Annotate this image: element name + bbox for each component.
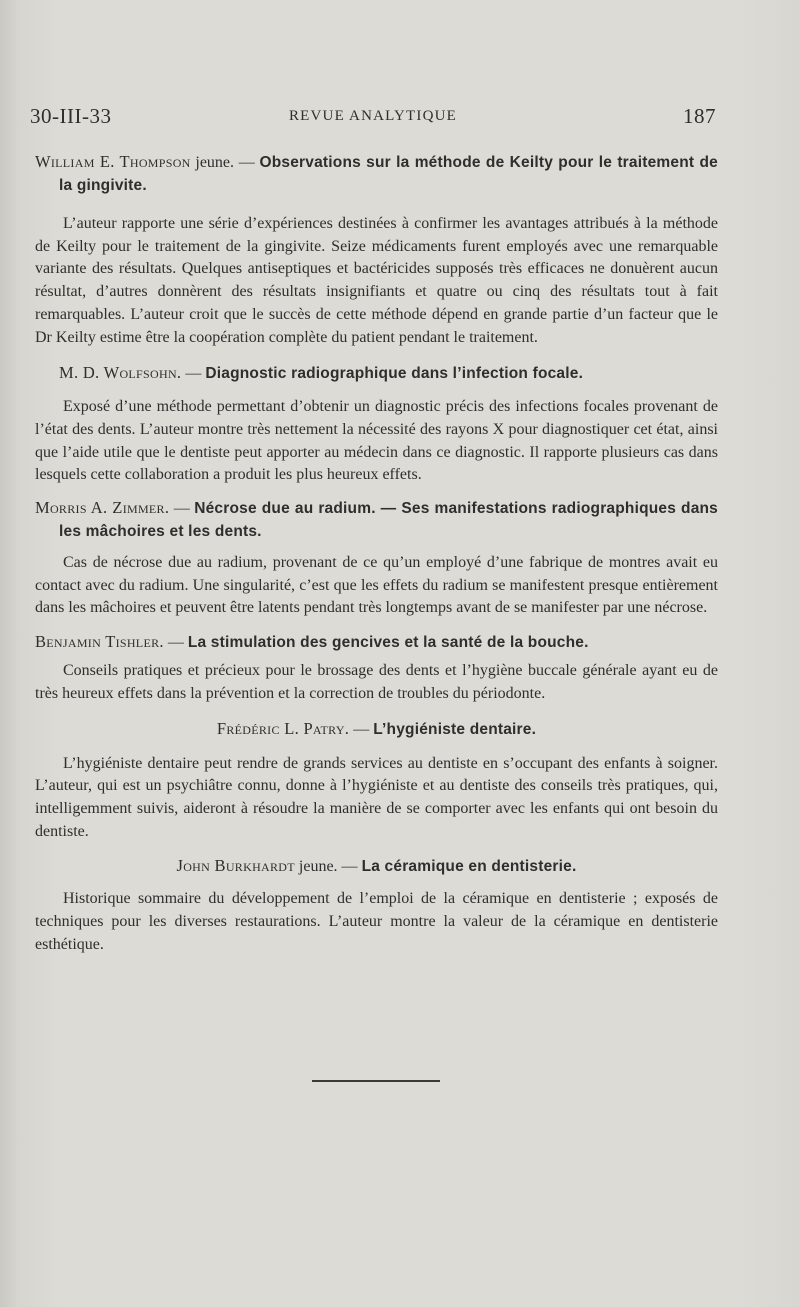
running-header [30,104,716,134]
entry-title: L’hygiéniste dentaire. [373,720,537,738]
abstract-entry [35,150,718,349]
entry-author: M. D. Wolfsohn. [59,363,182,383]
entry-body: Conseils pratiques et précieux pour le brossage des dents et l’hygiène buccale générale ayant eu de très heureux effets dans la prévention et la correction de troubles du périodonte. [35,662,718,702]
entry-author-suffix: jeune. — [294,858,362,876]
entry-title: La stimulation des gencives et la santé de la bouche. [187,634,589,652]
entry-author: Benjamin Tishler. [35,632,164,652]
article-abstracts [35,150,718,956]
page-number: 187 [683,104,716,128]
entry-author: Morris A. Zimmer. [35,498,170,518]
abstract-entry [35,361,718,487]
entry-author-suffix: — [181,365,206,383]
entry-author-suffix: — [169,500,195,518]
entry-title: Observations sur la méthode de Keilty pour le traitement de la gingivite. [59,154,718,194]
closing-rule [312,1080,440,1082]
entry-heading [35,854,718,878]
abstract-entry [35,630,718,705]
entry-title: Diagnostic radiographique dans l’infection focale. [205,365,584,383]
abstract-entry [35,496,718,620]
entry-title: Nécrose due au radium. — Ses manifestations radiographiques dans les mâchoires et les dents. [59,500,719,541]
entry-heading [35,630,718,654]
issue-date: 30-III-33 [30,104,112,128]
journal-section-title: REVUE ANALYTIQUE [288,108,458,124]
entry-author-suffix: jeune. — [190,154,260,171]
entry-heading [35,717,718,741]
entry-author: Frédéric L. Patry. [216,718,350,738]
entry-heading [35,150,718,197]
entry-body: Cas de nécrose due au radium, provenant de ce qu’un employé d’une fabrique de montres avait eu contact avec du radium. Une singularité, c’est que les effets du radium se manifestent presque entièrement dans les mâchoires et peuvent être latents pendant très longtemps avant de se manifester par une nécrose. [35,554,718,617]
entry-title: La céramique en dentisterie. [361,858,577,876]
entry-author: John Burkhardt [176,856,295,876]
abstract-entry [35,854,718,956]
entry-heading [35,496,718,543]
entry-author-suffix: — [163,634,188,652]
entry-body: L’hygiéniste dentaire peut rendre de grands services au dentiste en s’occupant des enfants à soigner. L’auteur, qui est un psychiâtre connu, donne à l’hygiéniste et au dentiste des conseils très pratiques, qui, intelligemment suivis, aideront à résoudre la manière de se comporter avec les enfants qui ont besoin du dentiste. [35,754,718,840]
entry-author-suffix: — [349,720,374,738]
entry-body: Exposé d’une méthode permettant d’obtenir un diagnostic précis des infections focales provenant de l’état des dents. L’auteur montre très nettement la nécessité des rayons X pour diagnostiquer cet état, ainsi que l’aide utile que le dentiste peut apporter au médecin dans ce diagnostic. Il rapporte plusieurs cas dans lesquels cette collaboration a produit les plus heureux effets. [35,398,718,484]
entry-body: L’auteur rapporte une série d’expériences destinées à confirmer les avantages attribués à la méthode de Keilty pour le traitement de la gingivite. Seize médicaments furent employés avec une remarquable variante des résultats. Quelques antiseptiques et bactéricides supposés très efficaces ne donuèrent aucun résultat, d’autres donnèrent des résultats insignifiants et quatre ou cinq des résultats tout à fait remarquables. L’auteur croit que le succès de cette méthode dépend en grande partie d’un facteur que le Dr Keilty estime être la coopération complète du patient pendant le traitement. [35,215,718,346]
abstract-entry [35,717,718,844]
entry-heading [35,361,718,385]
entry-body: Historique sommaire du développement de l’emploi de la céramique en dentisterie ; exposés de techniques pour les diverses restaurations. L’auteur montre la valeur de la céramique en dentisterie esthétique. [35,890,718,953]
entry-author: William E. Thompson [35,152,191,171]
